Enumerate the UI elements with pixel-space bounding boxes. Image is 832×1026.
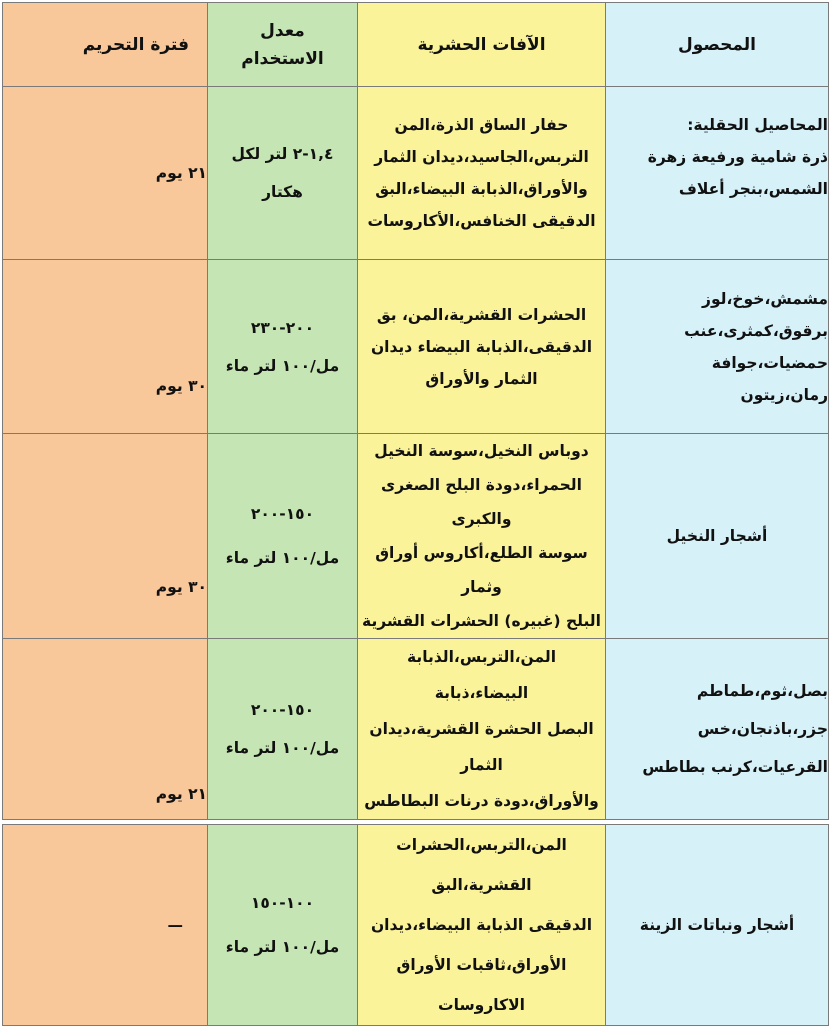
rate-cell: ١٠٠-١٥٠ مل/١٠٠ لتر ماء bbox=[208, 825, 358, 1026]
crop-cell: بصل،ثوم،طماطم جزر،باذنجان،خس القرعيات،كرنب بطاطس bbox=[606, 639, 829, 820]
crop-cell: مشمش،خوخ،لوز برقوق،كمثرى،عنب حمضيات،جوافة رمان،زيتون bbox=[606, 260, 829, 434]
header-row bbox=[3, 3, 829, 87]
rate-cell: ١,٤-٢ لتر لكل هكتار bbox=[208, 87, 358, 260]
phi-cell: ٣٠ يوم bbox=[3, 434, 208, 639]
header-crop: المحصول bbox=[606, 3, 829, 87]
rate-cell: ١٥٠-٢٠٠ مل/١٠٠ لتر ماء bbox=[208, 639, 358, 820]
phi-cell: — bbox=[3, 825, 208, 1026]
table-row bbox=[3, 639, 829, 820]
table-row bbox=[3, 87, 829, 260]
crop-cell: أشجار النخيل bbox=[606, 434, 829, 639]
phi-cell: ٢١ يوم bbox=[3, 639, 208, 820]
table-row bbox=[3, 825, 829, 1026]
header-pests: الآفات الحشرية bbox=[358, 3, 606, 87]
pests-cell: دوباس النخيل،سوسة النخيل الحمراء،دودة البلح الصغرى والكبرى سوسة الطلع،أكاروس أوراق وثمار البلح (غبيره) الحشرات القشرية bbox=[358, 434, 606, 639]
table-row bbox=[3, 260, 829, 434]
pests-cell: الحشرات القشرية،المن، بق الدقيقى،الذبابة البيضاء ديدان الثمار والأوراق bbox=[358, 260, 606, 434]
pests-cell: المن،التربس،الحشرات القشرية،البق الدقيقى الذبابة البيضاء،ديدان الأوراق،ثاقبات الأوراق الاكاروسات bbox=[358, 825, 606, 1026]
header-phi: فترة التحريم bbox=[3, 3, 208, 87]
table-row bbox=[3, 434, 829, 639]
crop-cell: أشجار ونباتات الزينة bbox=[606, 825, 829, 1026]
pests-cell: المن،التربس،الذبابة البيضاء،ذبابة البصل الحشرة القشرية،ديدان الثمار والأوراق،دودة درنات البطاطس bbox=[358, 639, 606, 820]
pests-cell: حفار الساق الذرة،المن التربس،الجاسيد،ديدان الثمار والأوراق،الذبابة البيضاء،البق الدقيقى الخنافس،الأكاروسات bbox=[358, 87, 606, 260]
rate-cell: ٢٠٠-٢٣٠ مل/١٠٠ لتر ماء bbox=[208, 260, 358, 434]
crop-cell: المحاصيل الحقلية: ذرة شامية ورفيعة زهرة الشمس،بنجر أعلاف bbox=[606, 87, 829, 260]
header-rate: معدل الاستخدام bbox=[208, 3, 358, 87]
phi-cell: ٣٠ يوم bbox=[3, 260, 208, 434]
phi-cell: ٢١ يوم bbox=[3, 87, 208, 260]
rate-cell: ١٥٠-٢٠٠ مل/١٠٠ لتر ماء bbox=[208, 434, 358, 639]
pesticide-usage-table bbox=[2, 2, 829, 1026]
